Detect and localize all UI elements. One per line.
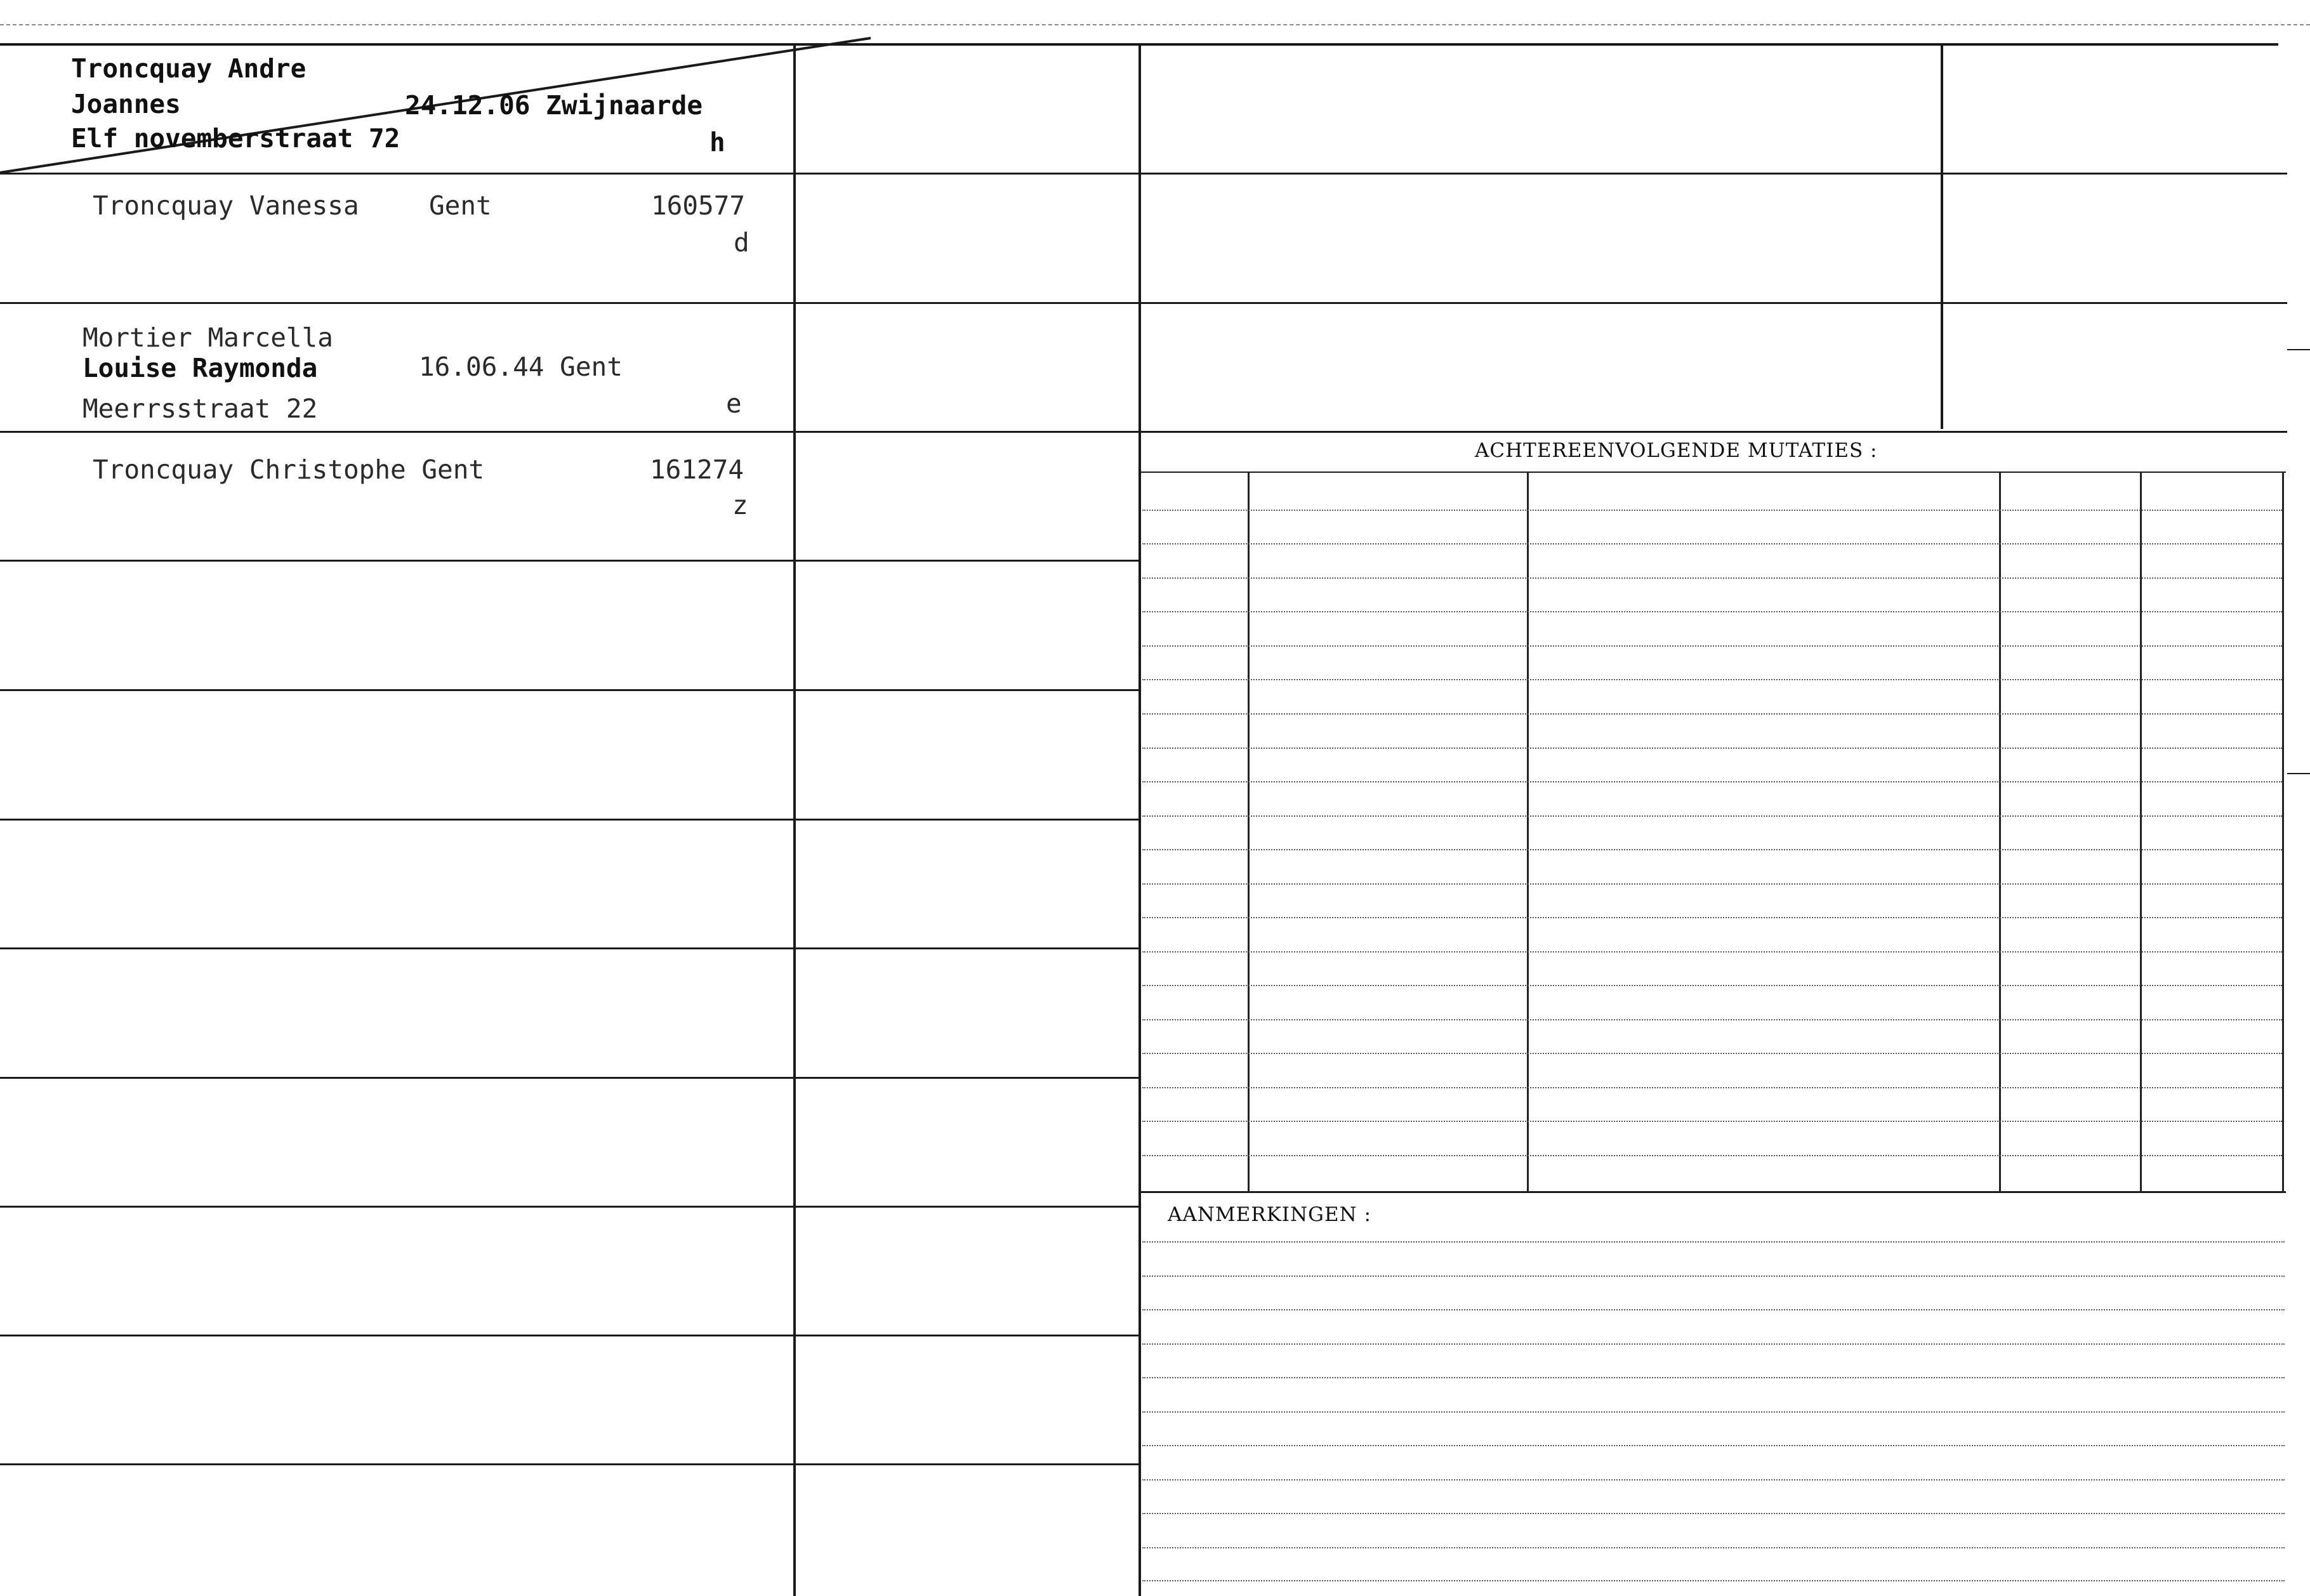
remarks-heading: AANMERKINGEN :	[1168, 1203, 1371, 1226]
mutations-ruled-line	[1142, 1053, 2282, 1054]
mutations-ruled-line	[1142, 917, 2282, 918]
mutations-ruled-line	[1142, 985, 2282, 986]
edge-tick	[2287, 773, 2310, 774]
mutations-col-4	[2140, 472, 2142, 1192]
mutations-ruled-line	[1142, 645, 2282, 647]
entry-3-code: e	[726, 388, 742, 419]
remarks-ruled-line	[1142, 1445, 2285, 1446]
mutations-col-1	[1248, 472, 1250, 1192]
left-row-line-10	[0, 1335, 1140, 1336]
left-row-line-3	[0, 431, 1140, 433]
mutations-ruled-line	[1142, 883, 2282, 885]
mutations-ruled-line	[1142, 510, 2282, 511]
right-top-divider	[1941, 43, 1943, 429]
entry-1-date-place: 24.12.06 Zwijnaarde	[405, 90, 703, 121]
mutations-col-3	[1999, 472, 2001, 1192]
mutations-heading: ACHTEREENVOLGENDE MUTATIES :	[1475, 439, 1878, 462]
remarks-ruled-line	[1142, 1377, 2285, 1378]
entry-3-name-line1: Mortier Marcella	[82, 322, 333, 353]
mutations-ruled-line	[1142, 748, 2282, 749]
mutations-ruled-line	[1142, 1019, 2282, 1020]
entry-1-name-line2: Joannes	[71, 89, 181, 119]
remarks-ruled-line	[1142, 1479, 2285, 1481]
remarks-ruled-line	[1142, 1411, 2285, 1413]
right-row-line-2	[1138, 302, 2287, 304]
entry-1-address: Elf novemberstraat 72	[71, 123, 400, 154]
mutations-ruled-line	[1142, 951, 2282, 953]
remarks-ruled-line	[1142, 1276, 2285, 1277]
left-row-line-6	[0, 819, 1140, 821]
edge-tick	[2287, 349, 2310, 350]
entry-3-address: Meerrsstraat 22	[82, 393, 318, 424]
mutations-ruled-line	[1142, 679, 2282, 680]
remarks-ruled-line	[1142, 1547, 2285, 1548]
mutations-ruled-line	[1142, 577, 2282, 579]
entry-1-code: h	[710, 127, 725, 157]
entry-4-name-place: Troncquay Christophe Gent	[93, 454, 485, 485]
left-row-line-11	[0, 1463, 1140, 1465]
remarks-ruled-line	[1142, 1309, 2285, 1310]
left-row-line-9	[0, 1206, 1140, 1208]
remarks-ruled-line	[1142, 1241, 2285, 1243]
left-row-line-5	[0, 689, 1140, 691]
entry-2-code: d	[734, 227, 749, 258]
entry-2-place: Gent	[429, 190, 492, 221]
entry-4-date: 161274	[650, 454, 744, 485]
right-row-line-1	[1138, 173, 2287, 175]
mutations-ruled-line	[1142, 781, 2282, 782]
remarks-ruled-line	[1142, 1513, 2285, 1514]
right-row-line-3	[1138, 431, 2287, 433]
entry-3-date-place: 16.06.44 Gent	[419, 352, 623, 382]
left-row-line-7	[0, 947, 1140, 949]
remarks-ruled-line	[1142, 1580, 2285, 1581]
mutations-ruled-line	[1142, 611, 2282, 612]
entry-2-date: 160577	[651, 190, 746, 221]
mutations-ruled-line	[1142, 849, 2282, 850]
mutations-table-top	[1141, 472, 2286, 473]
mutations-table-bottom	[1141, 1191, 2286, 1193]
mutations-col-2	[1527, 472, 1529, 1192]
mutations-col-5	[2282, 472, 2284, 1192]
entry-4-code: z	[732, 490, 748, 520]
mutations-ruled-line	[1142, 1121, 2282, 1122]
left-row-line-4	[0, 560, 1140, 562]
entry-1-name-line1: Troncquay Andre	[71, 53, 307, 84]
mutations-ruled-line	[1142, 1087, 2282, 1088]
remarks-ruled-line	[1142, 1343, 2285, 1345]
mutations-ruled-line	[1142, 815, 2282, 817]
entry-3-name-line2: Louise Raymonda	[82, 353, 318, 383]
left-row-line-8	[0, 1077, 1140, 1079]
mutations-ruled-line	[1142, 543, 2282, 544]
left-row-line-2	[0, 302, 1140, 304]
mutations-ruled-line	[1142, 1155, 2282, 1156]
mutations-ruled-line	[1142, 713, 2282, 715]
entry-2-name: Troncquay Vanessa	[93, 190, 359, 221]
